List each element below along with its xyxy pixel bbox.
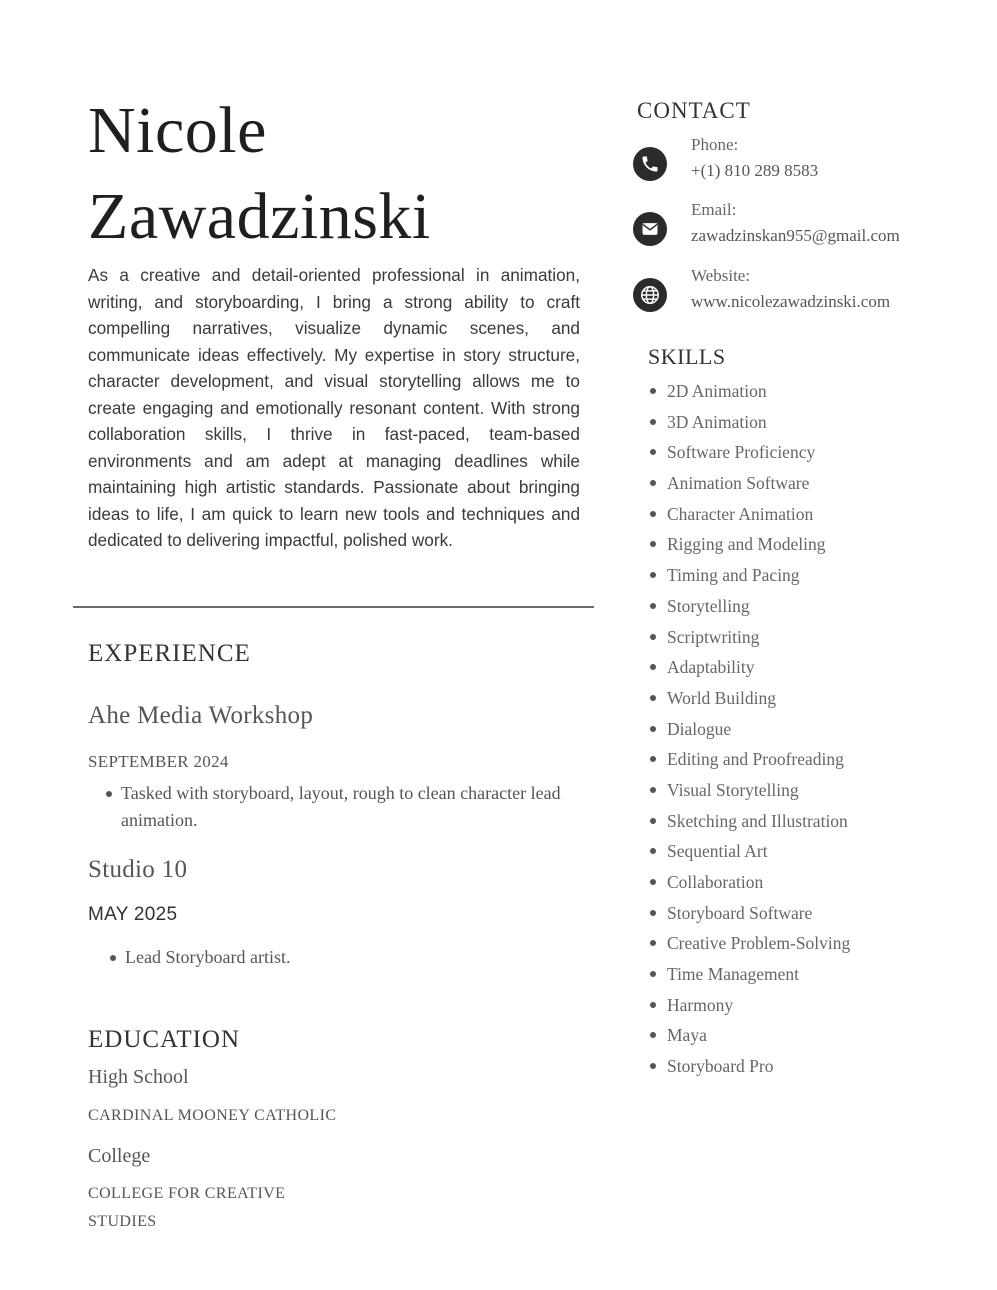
skill-item: Sketching and Illustration	[648, 806, 850, 837]
job-date: MAY 2025	[88, 904, 178, 925]
education-school: COLLEGE FOR CREATIVE STUDIES	[88, 1185, 286, 1230]
skill-item: Adaptability	[648, 652, 850, 683]
skill-item: Time Management	[648, 959, 850, 990]
name-block	[88, 88, 594, 260]
skills-heading: SKILLS	[648, 344, 726, 369]
job-date: SEPTEMBER 2024	[88, 752, 229, 771]
education-level: High School	[88, 1066, 189, 1088]
job-bullet: Tasked with storyboard, layout, rough to clean character lead animation.	[88, 780, 603, 834]
skill-item: Creative Problem-Solving	[648, 928, 850, 959]
education-level: College	[88, 1145, 151, 1167]
skill-item: Dialogue	[648, 714, 850, 745]
skill-item: Storytelling	[648, 591, 850, 622]
skill-item: Scriptwriting	[648, 622, 850, 653]
job-company: Ahe Media Workshop	[88, 702, 314, 729]
summary-paragraph: As a creative and detail-oriented professional in animation, writing, and storyboarding, I bring a strong ability to craft compelling narratives, visualize dynamic scenes, and communicate ideas effectively. My expertise in story structure, character development, and visual storytelling allows me to create engaging and emotionally resonant content. With strong collaboration skills, I thrive in fast-paced, team-based environments and am adept at managing deadlines while maintaining high artistic standards. Passionate about bringing ideas to life, I am quick to learn new tools and techniques and dedicated to delivering impactful, polished work.	[88, 265, 580, 550]
skill-item: 3D Animation	[648, 407, 850, 438]
section-divider	[73, 606, 594, 608]
first-name: Nicole	[88, 94, 267, 167]
skill-item: Storyboard Pro	[648, 1051, 850, 1082]
skill-item: World Building	[648, 683, 850, 714]
skill-item: Maya	[648, 1020, 850, 1051]
job-company: Studio 10	[88, 856, 188, 883]
skill-item: Character Animation	[648, 499, 850, 530]
skill-item: Visual Storytelling	[648, 775, 850, 806]
skill-item: Animation Software	[648, 468, 850, 499]
job-bullets	[88, 780, 603, 834]
skill-item: Software Proficiency	[648, 437, 850, 468]
experience-heading: EXPERIENCE	[88, 640, 251, 667]
contact-heading: CONTACT	[637, 98, 751, 123]
contact-label: Phone:	[691, 135, 739, 154]
skill-item: Sequential Art	[648, 836, 850, 867]
last-name: Zawadzinski	[88, 180, 431, 253]
job-bullets	[92, 944, 592, 971]
contact-label: Email:	[691, 200, 737, 219]
skill-item: Timing and Pacing	[648, 560, 850, 591]
globe-icon	[633, 278, 667, 312]
job-bullet: Lead Storyboard artist.	[92, 944, 592, 971]
skill-item: 2D Animation	[648, 376, 850, 407]
skill-item: Collaboration	[648, 867, 850, 898]
email-value[interactable]: zawadzinskan955@gmail.com	[691, 226, 900, 245]
skill-item: Rigging and Modeling	[648, 529, 850, 560]
skill-item: Harmony	[648, 990, 850, 1021]
phone-icon	[633, 147, 667, 181]
skills-list	[648, 376, 850, 1082]
skill-item: Editing and Proofreading	[648, 744, 850, 775]
skill-item: Storyboard Software	[648, 898, 850, 929]
education-school: CARDINAL MOONEY CATHOLIC	[88, 1107, 337, 1124]
phone-value[interactable]: +(1) 810 289 8583	[691, 161, 819, 180]
contact-label: Website:	[691, 266, 751, 285]
education-heading: EDUCATION	[88, 1026, 241, 1053]
email-icon	[633, 212, 667, 246]
website-value[interactable]: www.nicolezawadzinski.com	[691, 292, 891, 311]
